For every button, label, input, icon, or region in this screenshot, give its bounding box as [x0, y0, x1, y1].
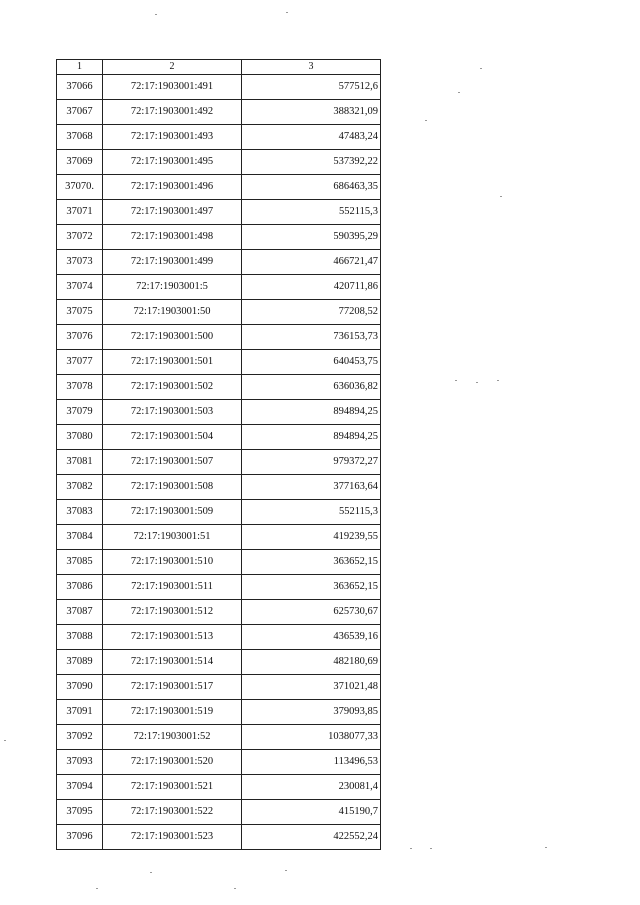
- cadastral-id-cell: 72:17:1903001:507: [103, 450, 242, 475]
- row-number-cell: 37071: [57, 200, 103, 225]
- table-row: [57, 100, 381, 125]
- table-row: [57, 375, 381, 400]
- cadastral-id-cell: 72:17:1903001:491: [103, 75, 242, 100]
- cadastral-id-cell: 72:17:1903001:503: [103, 400, 242, 425]
- table-row: [57, 825, 381, 850]
- cadastral-id-cell: 72:17:1903001:519: [103, 700, 242, 725]
- cadastral-id-cell: 72:17:1903001:498: [103, 225, 242, 250]
- cadastral-id-cell: 72:17:1903001:509: [103, 500, 242, 525]
- table-row: [57, 625, 381, 650]
- table-row: [57, 425, 381, 450]
- table-row: [57, 525, 381, 550]
- cadastral-value-cell: 686463,35: [242, 175, 381, 200]
- table-row: [57, 175, 381, 200]
- table-row: [57, 350, 381, 375]
- scan-speck: [500, 196, 502, 197]
- row-number-cell: 37093: [57, 750, 103, 775]
- scan-speck: [150, 872, 152, 873]
- cadastral-id-cell: 72:17:1903001:497: [103, 200, 242, 225]
- cadastral-value-cell: 379093,85: [242, 700, 381, 725]
- scan-speck: [286, 12, 288, 13]
- cadastral-value-cell: 466721,47: [242, 250, 381, 275]
- cadastral-id-cell: 72:17:1903001:502: [103, 375, 242, 400]
- cadastral-id-cell: 72:17:1903001:496: [103, 175, 242, 200]
- cadastral-id-cell: 72:17:1903001:50: [103, 300, 242, 325]
- table-row: [57, 700, 381, 725]
- cadastral-value-table: [56, 59, 381, 850]
- cadastral-id-cell: 72:17:1903001:493: [103, 125, 242, 150]
- cadastral-value-cell: 230081,4: [242, 775, 381, 800]
- cadastral-value-cell: 1038077,33: [242, 725, 381, 750]
- scan-speck: [425, 120, 427, 121]
- scan-speck: [458, 92, 460, 93]
- cadastral-id-cell: 72:17:1903001:51: [103, 525, 242, 550]
- row-number-cell: 37079: [57, 400, 103, 425]
- table-row: [57, 725, 381, 750]
- cadastral-id-cell: 72:17:1903001:504: [103, 425, 242, 450]
- row-number-cell: 37072: [57, 225, 103, 250]
- table-row: [57, 300, 381, 325]
- column-header-cadastral-id: 2: [103, 60, 242, 75]
- table-row: [57, 500, 381, 525]
- cadastral-value-cell: 436539,16: [242, 625, 381, 650]
- cadastral-value-cell: 113496,53: [242, 750, 381, 775]
- row-number-cell: 37084: [57, 525, 103, 550]
- row-number-cell: 37076: [57, 325, 103, 350]
- cadastral-value-cell: 894894,25: [242, 425, 381, 450]
- row-number-cell: 37074: [57, 275, 103, 300]
- table-header: [57, 60, 381, 75]
- cadastral-id-cell: 72:17:1903001:5: [103, 275, 242, 300]
- cadastral-id-cell: 72:17:1903001:495: [103, 150, 242, 175]
- row-number-cell: 37092: [57, 725, 103, 750]
- scan-speck: [545, 847, 547, 848]
- cadastral-id-cell: 72:17:1903001:522: [103, 800, 242, 825]
- row-number-cell: 37085: [57, 550, 103, 575]
- scan-speck: [96, 888, 98, 889]
- cadastral-value-cell: 77208,52: [242, 300, 381, 325]
- cadastral-value-cell: 894894,25: [242, 400, 381, 425]
- row-number-cell: 37091: [57, 700, 103, 725]
- row-number-cell: 37083: [57, 500, 103, 525]
- row-number-cell: 37095: [57, 800, 103, 825]
- scan-speck: [476, 382, 478, 383]
- cadastral-id-cell: 72:17:1903001:521: [103, 775, 242, 800]
- table-row: [57, 325, 381, 350]
- row-number-cell: 37066: [57, 75, 103, 100]
- scan-speck: [497, 380, 499, 381]
- row-number-cell: 37082: [57, 475, 103, 500]
- cadastral-value-cell: 420711,86: [242, 275, 381, 300]
- row-number-cell: 37080: [57, 425, 103, 450]
- cadastral-value-cell: 363652,15: [242, 550, 381, 575]
- cadastral-value-cell: 482180,69: [242, 650, 381, 675]
- cadastral-value-cell: 640453,75: [242, 350, 381, 375]
- cadastral-id-cell: 72:17:1903001:514: [103, 650, 242, 675]
- scan-speck: [4, 740, 6, 741]
- table-row: [57, 575, 381, 600]
- row-number-cell: 37078: [57, 375, 103, 400]
- row-number-cell: 37077: [57, 350, 103, 375]
- cadastral-value-cell: 552115,3: [242, 200, 381, 225]
- cadastral-id-cell: 72:17:1903001:510: [103, 550, 242, 575]
- table-row: [57, 275, 381, 300]
- row-number-cell: 37088: [57, 625, 103, 650]
- row-number-cell: 37081: [57, 450, 103, 475]
- cadastral-id-cell: 72:17:1903001:520: [103, 750, 242, 775]
- cadastral-value-cell: 552115,3: [242, 500, 381, 525]
- cadastral-value-cell: 577512,6: [242, 75, 381, 100]
- cadastral-id-cell: 72:17:1903001:499: [103, 250, 242, 275]
- table-row: [57, 800, 381, 825]
- row-number-cell: 37087: [57, 600, 103, 625]
- cadastral-id-cell: 72:17:1903001:500: [103, 325, 242, 350]
- row-number-cell: 37069: [57, 150, 103, 175]
- table-row: [57, 250, 381, 275]
- cadastral-id-cell: 72:17:1903001:513: [103, 625, 242, 650]
- cadastral-value-cell: 419239,55: [242, 525, 381, 550]
- cadastral-id-cell: 72:17:1903001:492: [103, 100, 242, 125]
- cadastral-value-cell: 590395,29: [242, 225, 381, 250]
- cadastral-value-cell: 388321,09: [242, 100, 381, 125]
- table-row: [57, 675, 381, 700]
- scan-speck: [234, 888, 236, 889]
- column-header-number: 1: [57, 60, 103, 75]
- row-number-cell: 37096: [57, 825, 103, 850]
- cadastral-value-cell: 363652,15: [242, 575, 381, 600]
- table-row: [57, 475, 381, 500]
- table-row: [57, 750, 381, 775]
- row-number-cell: 37067: [57, 100, 103, 125]
- cadastral-value-cell: 736153,73: [242, 325, 381, 350]
- scan-speck: [410, 848, 412, 849]
- row-number-cell: 37094: [57, 775, 103, 800]
- cadastral-value-cell: 979372,27: [242, 450, 381, 475]
- cadastral-value-cell: 415190,7: [242, 800, 381, 825]
- scan-speck: [285, 870, 287, 871]
- cadastral-id-cell: 72:17:1903001:508: [103, 475, 242, 500]
- row-number-cell: 37068: [57, 125, 103, 150]
- scan-speck: [455, 380, 457, 381]
- scan-speck: [480, 68, 482, 69]
- cadastral-value-cell: 47483,24: [242, 125, 381, 150]
- scan-speck: [155, 14, 157, 15]
- table-row: [57, 125, 381, 150]
- cadastral-id-cell: 72:17:1903001:517: [103, 675, 242, 700]
- row-number-cell: 37073: [57, 250, 103, 275]
- row-number-cell: 37089: [57, 650, 103, 675]
- row-number-cell: 37090: [57, 675, 103, 700]
- table-body: [57, 75, 381, 850]
- row-number-cell: 37070.: [57, 175, 103, 200]
- table-row: [57, 650, 381, 675]
- cadastral-id-cell: 72:17:1903001:523: [103, 825, 242, 850]
- scan-speck: [430, 848, 432, 849]
- table-row: [57, 200, 381, 225]
- header-row: [57, 60, 381, 75]
- cadastral-value-cell: 625730,67: [242, 600, 381, 625]
- cadastral-id-cell: 72:17:1903001:501: [103, 350, 242, 375]
- table-row: [57, 450, 381, 475]
- cadastral-id-cell: 72:17:1903001:52: [103, 725, 242, 750]
- table-row: [57, 75, 381, 100]
- row-number-cell: 37086: [57, 575, 103, 600]
- table-row: [57, 225, 381, 250]
- column-header-value: 3: [242, 60, 381, 75]
- cadastral-value-cell: 537392,22: [242, 150, 381, 175]
- cadastral-id-cell: 72:17:1903001:511: [103, 575, 242, 600]
- table-row: [57, 775, 381, 800]
- table-row: [57, 600, 381, 625]
- cadastral-value-cell: 377163,64: [242, 475, 381, 500]
- cadastral-id-cell: 72:17:1903001:512: [103, 600, 242, 625]
- table-row: [57, 550, 381, 575]
- table-row: [57, 150, 381, 175]
- row-number-cell: 37075: [57, 300, 103, 325]
- cadastral-value-cell: 422552,24: [242, 825, 381, 850]
- cadastral-value-cell: 636036,82: [242, 375, 381, 400]
- cadastral-value-cell: 371021,48: [242, 675, 381, 700]
- table-row: [57, 400, 381, 425]
